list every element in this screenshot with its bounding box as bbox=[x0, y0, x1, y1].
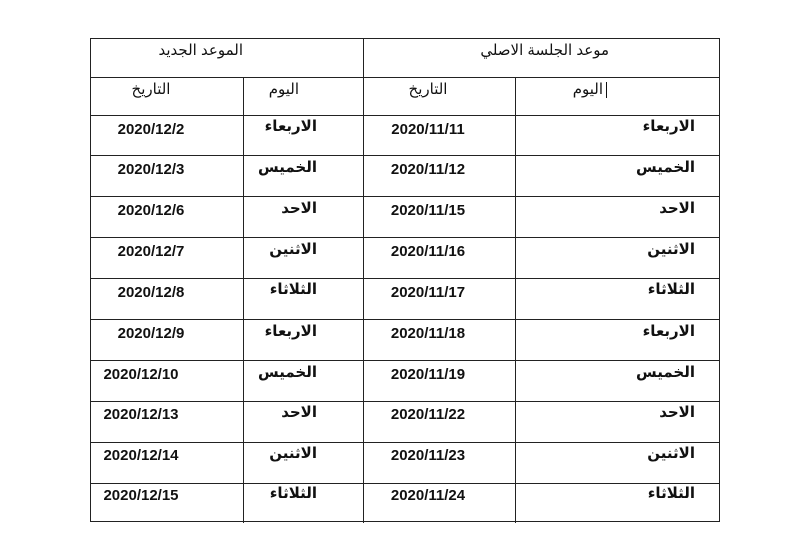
new-date-cell: 2020/12/8 bbox=[117, 284, 185, 301]
header-day-new: اليوم bbox=[268, 81, 299, 98]
header-date-orig: التاريخ bbox=[408, 81, 448, 98]
row-line bbox=[91, 237, 719, 238]
row-line bbox=[91, 77, 719, 78]
orig-day-cell: الثلاثاء bbox=[647, 281, 695, 298]
row-line bbox=[91, 196, 719, 197]
orig-date-cell: 2020/11/16 bbox=[390, 243, 466, 260]
new-date-cell: 2020/12/10 bbox=[103, 366, 179, 383]
row-line bbox=[91, 442, 719, 443]
orig-day-cell: الاثنين bbox=[647, 445, 695, 462]
orig-day-cell: الاثنين bbox=[647, 241, 695, 258]
text-cursor bbox=[606, 82, 607, 98]
row-line bbox=[91, 278, 719, 279]
row-line bbox=[91, 360, 719, 361]
new-day-cell: الاحد bbox=[281, 200, 317, 217]
orig-day-cell: الخميس bbox=[636, 364, 695, 381]
orig-date-cell: 2020/11/15 bbox=[390, 202, 466, 219]
orig-day-cell: الخميس bbox=[636, 159, 695, 176]
orig-day-cell: الاحد bbox=[659, 404, 695, 421]
new-date-cell: 2020/12/2 bbox=[117, 121, 185, 138]
orig-date-cell: 2020/11/18 bbox=[390, 325, 466, 342]
new-day-cell: الاثنين bbox=[269, 241, 317, 258]
new-date-cell: 2020/12/13 bbox=[103, 406, 179, 423]
row-line bbox=[91, 483, 719, 484]
header-day-orig: اليوم bbox=[572, 81, 603, 98]
new-date-cell: 2020/12/9 bbox=[117, 325, 185, 342]
orig-date-cell: 2020/11/17 bbox=[390, 284, 466, 301]
row-line bbox=[91, 155, 719, 156]
header-new-schedule: الموعد الجديد bbox=[158, 42, 243, 59]
new-day-cell: الاثنين bbox=[269, 445, 317, 462]
orig-day-cell: الثلاثاء bbox=[647, 485, 695, 502]
new-date-cell: 2020/12/14 bbox=[103, 447, 179, 464]
orig-date-cell: 2020/11/22 bbox=[390, 406, 466, 423]
new-day-cell: الثلاثاء bbox=[269, 281, 317, 298]
header-date-new: التاريخ bbox=[131, 81, 171, 98]
new-date-cell: 2020/12/15 bbox=[103, 487, 179, 504]
orig-day-cell: الاربعاء bbox=[642, 118, 695, 135]
new-day-cell: الاربعاء bbox=[264, 118, 317, 135]
new-day-cell: الخميس bbox=[258, 159, 317, 176]
row-line bbox=[91, 319, 719, 320]
row-line bbox=[91, 115, 719, 116]
orig-day-cell: الاربعاء bbox=[642, 323, 695, 340]
new-date-cell: 2020/12/3 bbox=[117, 161, 185, 178]
new-day-cell: الاحد bbox=[281, 404, 317, 421]
schedule-table bbox=[90, 38, 720, 522]
orig-date-cell: 2020/11/12 bbox=[390, 161, 466, 178]
new-date-cell: 2020/12/6 bbox=[117, 202, 185, 219]
header-original-schedule: موعد الجلسة الاصلي bbox=[480, 42, 609, 59]
new-day-cell: الاربعاء bbox=[264, 323, 317, 340]
new-date-cell: 2020/12/7 bbox=[117, 243, 185, 260]
orig-day-cell: الاحد bbox=[659, 200, 695, 217]
orig-date-cell: 2020/11/24 bbox=[390, 487, 466, 504]
orig-date-cell: 2020/11/19 bbox=[390, 366, 466, 383]
orig-date-cell: 2020/11/23 bbox=[390, 447, 466, 464]
row-line bbox=[91, 401, 719, 402]
orig-date-cell: 2020/11/11 bbox=[391, 121, 465, 138]
new-day-cell: الثلاثاء bbox=[269, 485, 317, 502]
new-day-cell: الخميس bbox=[258, 364, 317, 381]
